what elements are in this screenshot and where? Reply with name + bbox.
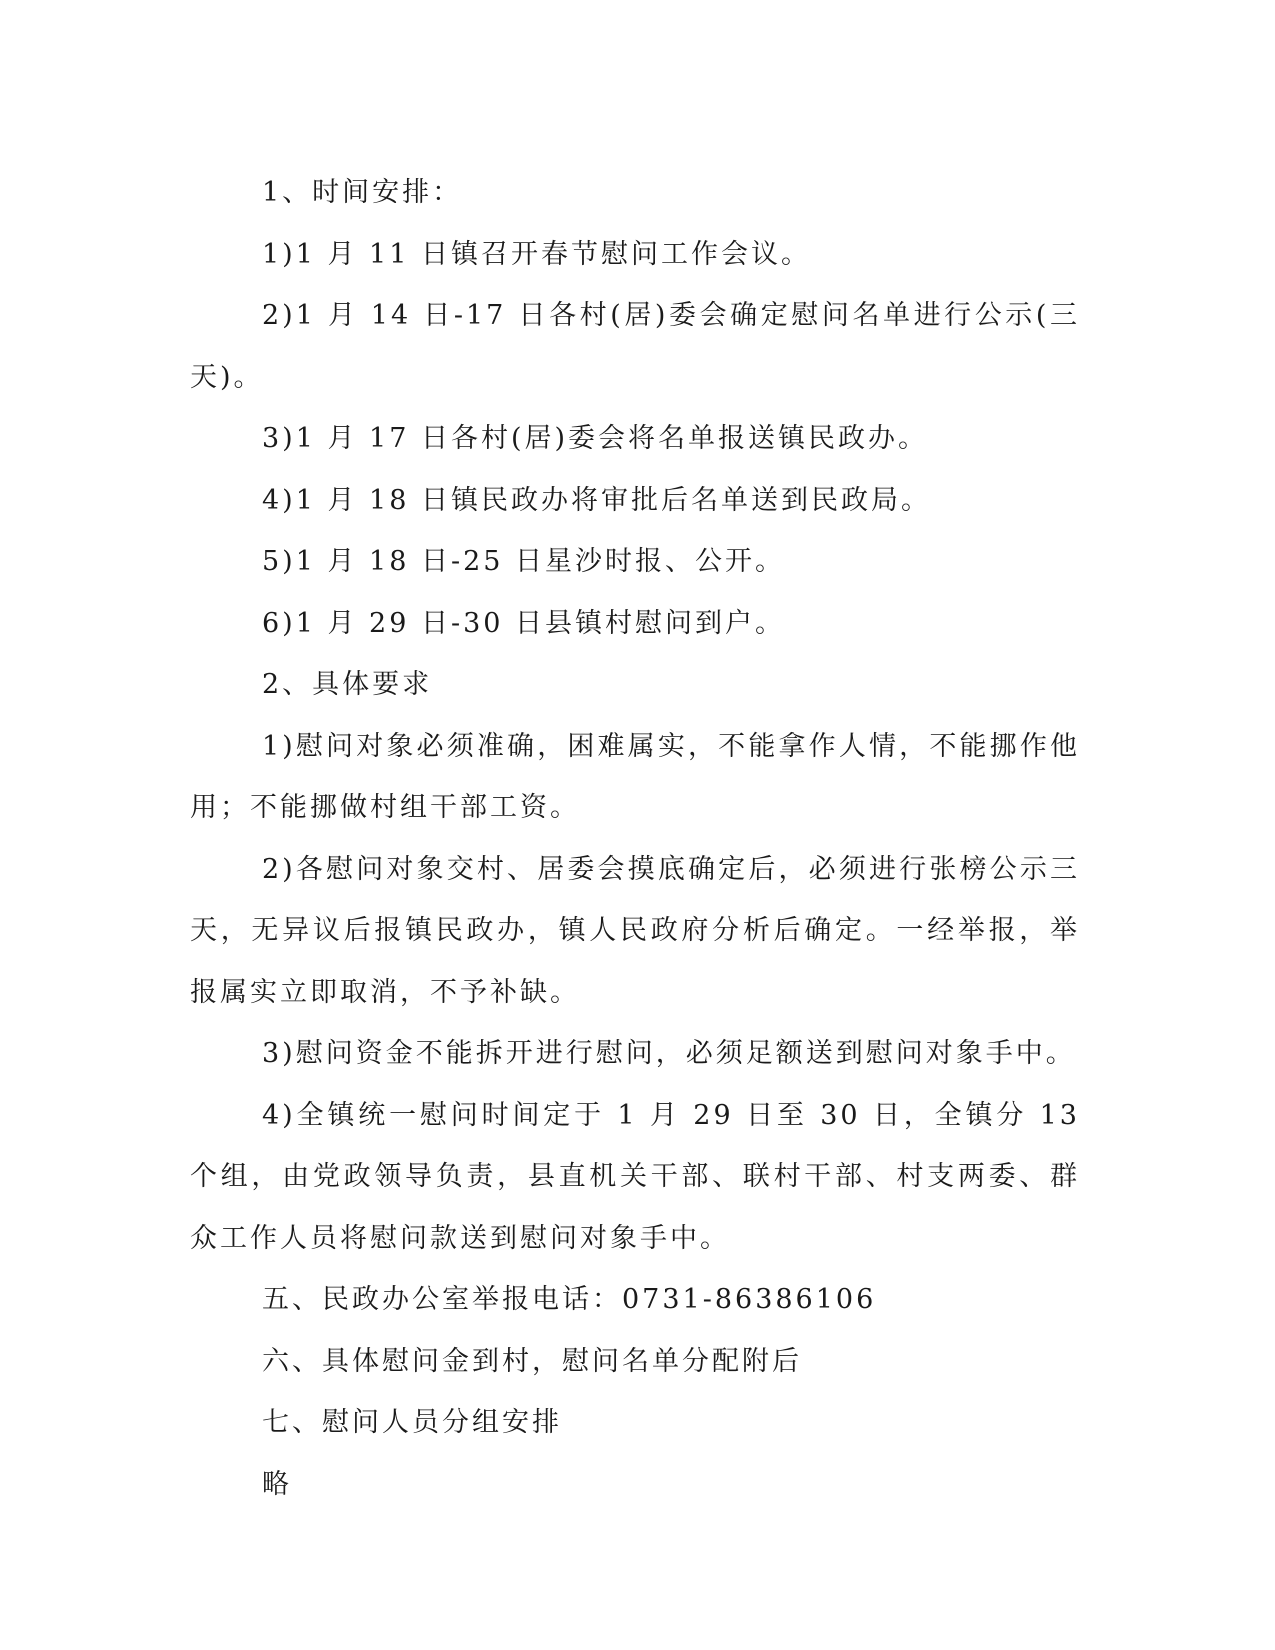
section-funds-allocation: 六、具体慰问金到村，慰问名单分配附后 [262,1345,802,1377]
section-group-arrangement: 七、慰问人员分组安排 [262,1407,562,1438]
requirement-item-4: 4)全镇统一慰问时间定于 1 月 29 日至 30 日，全镇分 13 个组，由党政领导负责，县直机关干部、联村干部、村支两委、群众工作人员将慰问款送到慰问对象手中。 [190,1099,1080,1254]
document-body [190,162,1080,1515]
requirement-item-3: 3)慰问资金不能拆开进行慰问，必须足额送到慰问对象手中。 [262,1038,1076,1069]
requirement-item-2: 2)各慰问对象交村、居委会摸底确定后，必须进行张榜公示三天，无异议后报镇民政办，镇人民政府分析后确定。一经举报，举报属实立即取消，不予补缺。 [190,853,1080,1008]
section-heading-schedule: 1、时间安排： [262,177,463,208]
section-hotline: 五、民政办公室举报电话：0731-86386106 [262,1284,877,1315]
schedule-item-1: 1)1 月 11 日镇召开春节慰问工作会议。 [262,238,811,270]
schedule-item-6: 6)1 月 29 日-30 日县镇村慰问到户。 [262,607,786,639]
requirement-item-1: 1)慰问对象必须准确，困难属实，不能拿作人情，不能挪作他用；不能挪做村组干部工资。 [190,730,1080,823]
schedule-item-2: 2)1 月 14 日-17 日各村(居)委会确定慰问名单进行公示(三天)。 [190,300,1080,393]
schedule-item-3: 3)1 月 17 日各村(居)委会将名单报送镇民政办。 [262,423,929,454]
schedule-item-5: 5)1 月 18 日-25 日星沙时报、公开。 [262,546,786,577]
omitted-note: 略 [262,1468,292,1500]
section-heading-requirements: 2、具体要求 [262,669,433,700]
schedule-item-4: 4)1 月 18 日镇民政办将审批后名单送到民政局。 [262,484,931,516]
